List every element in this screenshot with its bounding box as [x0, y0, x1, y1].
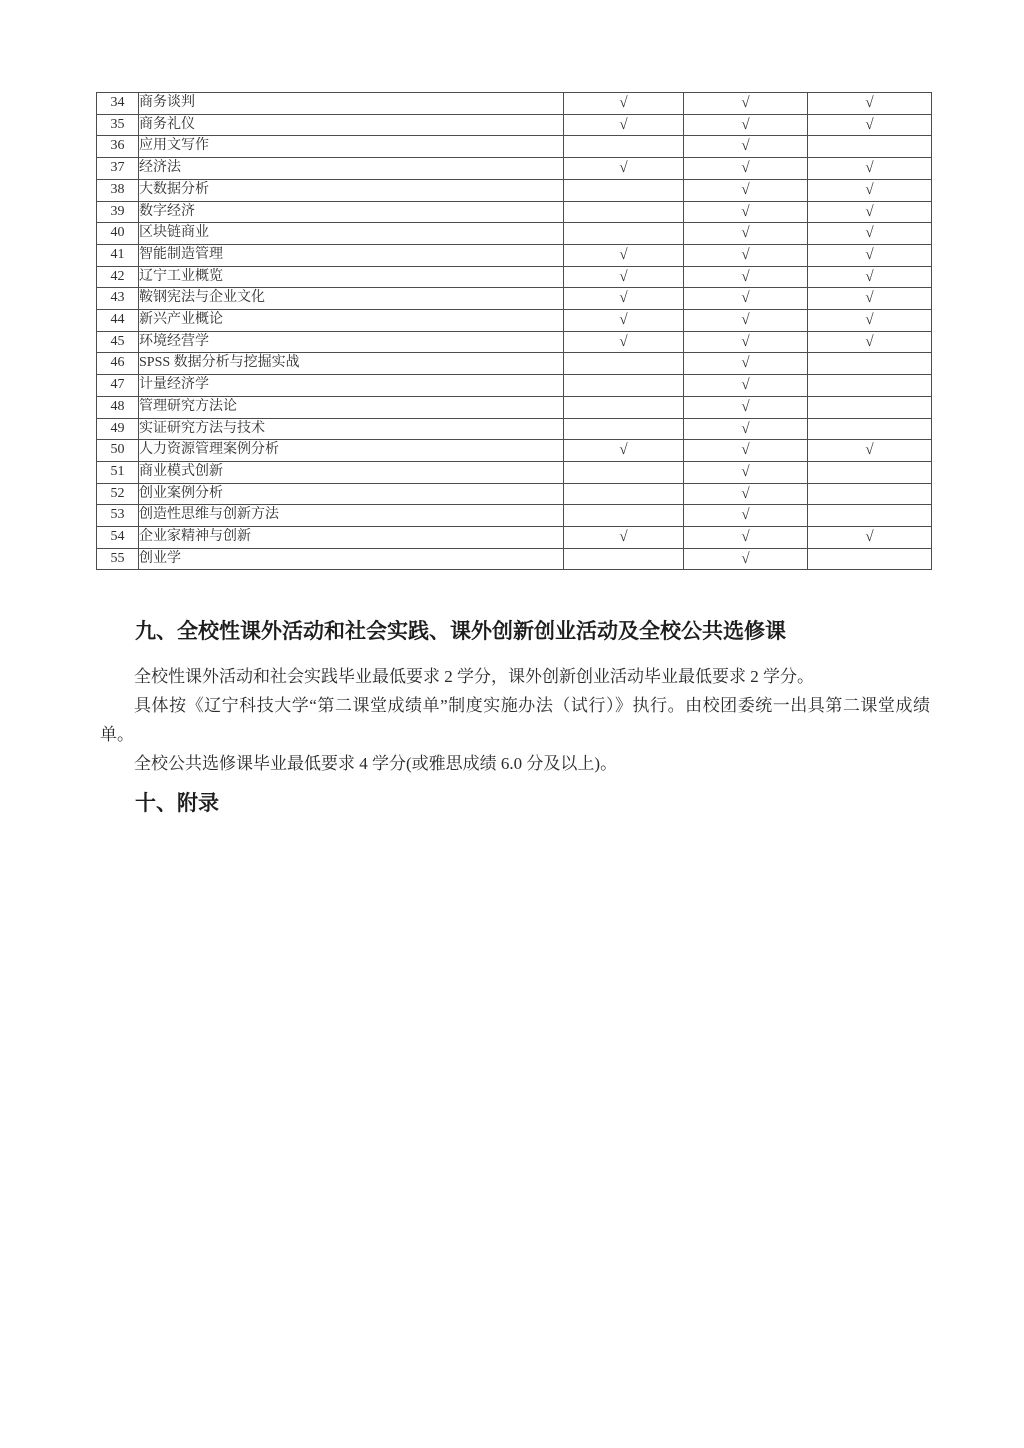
row-number-cell: 52 — [97, 483, 139, 505]
course-name-cell: 人力资源管理案例分析 — [139, 440, 564, 462]
course-name-cell: 经济法 — [139, 158, 564, 180]
table-row — [97, 505, 932, 527]
text-content — [100, 612, 930, 834]
check-mark-cell: √ — [684, 461, 808, 483]
check-mark-cell: √ — [808, 93, 932, 115]
section-nine-heading: 九、全校性课外活动和社会实践、课外创新创业活动及全校公共选修课 — [135, 620, 786, 643]
check-mark-cell: √ — [684, 201, 808, 223]
empty-check-cell — [564, 548, 684, 570]
table-row — [97, 288, 932, 310]
course-name-cell: 创业学 — [139, 548, 564, 570]
empty-check-cell — [564, 483, 684, 505]
table-row — [97, 201, 932, 223]
check-mark-cell: √ — [808, 310, 932, 332]
course-name-cell: 商业模式创新 — [139, 461, 564, 483]
row-number-cell: 48 — [97, 396, 139, 418]
course-name-cell: 商务礼仪 — [139, 114, 564, 136]
empty-check-cell — [564, 396, 684, 418]
check-mark-cell: √ — [684, 223, 808, 245]
course-name-cell: 环境经营学 — [139, 331, 564, 353]
row-number-cell: 47 — [97, 375, 139, 397]
row-number-cell: 45 — [97, 331, 139, 353]
course-name-cell: 新兴产业概论 — [139, 310, 564, 332]
row-number-cell: 34 — [97, 93, 139, 115]
table-row — [97, 483, 932, 505]
check-mark-cell: √ — [564, 331, 684, 353]
empty-check-cell — [808, 136, 932, 158]
row-number-cell: 55 — [97, 548, 139, 570]
empty-check-cell — [808, 418, 932, 440]
table-row — [97, 440, 932, 462]
empty-check-cell — [808, 396, 932, 418]
table-row — [97, 353, 932, 375]
course-table-body — [97, 93, 932, 570]
row-number-cell: 42 — [97, 266, 139, 288]
course-name-cell: 商务谈判 — [139, 93, 564, 115]
check-mark-cell: √ — [564, 244, 684, 266]
row-number-cell: 36 — [97, 136, 139, 158]
table-row — [97, 266, 932, 288]
course-name-cell: 应用文写作 — [139, 136, 564, 158]
table-row — [97, 396, 932, 418]
check-mark-cell: √ — [684, 396, 808, 418]
check-mark-cell: √ — [684, 440, 808, 462]
check-mark-cell: √ — [808, 244, 932, 266]
row-number-cell: 37 — [97, 158, 139, 180]
check-mark-cell: √ — [684, 244, 808, 266]
row-number-cell: 43 — [97, 288, 139, 310]
check-mark-cell: √ — [684, 483, 808, 505]
table-row — [97, 548, 932, 570]
empty-check-cell — [564, 353, 684, 375]
course-name-cell: 辽宁工业概览 — [139, 266, 564, 288]
empty-check-cell — [564, 505, 684, 527]
row-number-cell: 38 — [97, 179, 139, 201]
row-number-cell: 51 — [97, 461, 139, 483]
empty-check-cell — [564, 375, 684, 397]
check-mark-cell: √ — [808, 266, 932, 288]
check-mark-cell: √ — [808, 288, 932, 310]
table-row — [97, 223, 932, 245]
check-mark-cell: √ — [684, 505, 808, 527]
check-mark-cell: √ — [564, 114, 684, 136]
paragraph-activity-credits: 全校性课外活动和社会实践毕业最低要求 2 学分，课外创新创业活动毕业最低要求 2 学分。 — [134, 667, 814, 686]
check-mark-cell: √ — [684, 288, 808, 310]
empty-check-cell — [808, 505, 932, 527]
course-name-cell: 企业家精神与创新 — [139, 527, 564, 549]
course-name-cell: 创造性思维与创新方法 — [139, 505, 564, 527]
check-mark-cell: √ — [684, 375, 808, 397]
table-row — [97, 158, 932, 180]
table-row — [97, 375, 932, 397]
row-number-cell: 49 — [97, 418, 139, 440]
check-mark-cell: √ — [564, 310, 684, 332]
check-mark-cell: √ — [684, 548, 808, 570]
row-number-cell: 35 — [97, 114, 139, 136]
empty-check-cell — [808, 353, 932, 375]
table-row — [97, 310, 932, 332]
course-name-cell: 区块链商业 — [139, 223, 564, 245]
check-mark-cell: √ — [564, 158, 684, 180]
table-row — [97, 527, 932, 549]
empty-check-cell — [564, 461, 684, 483]
check-mark-cell: √ — [684, 310, 808, 332]
row-number-cell: 54 — [97, 527, 139, 549]
elective-course-table — [96, 92, 932, 570]
empty-check-cell — [808, 375, 932, 397]
check-mark-cell: √ — [808, 201, 932, 223]
table-row — [97, 418, 932, 440]
table-row — [97, 244, 932, 266]
row-number-cell: 50 — [97, 440, 139, 462]
table-row — [97, 136, 932, 158]
check-mark-cell: √ — [564, 288, 684, 310]
empty-check-cell — [808, 461, 932, 483]
course-name-cell: 智能制造管理 — [139, 244, 564, 266]
check-mark-cell: √ — [808, 440, 932, 462]
row-number-cell: 41 — [97, 244, 139, 266]
check-mark-cell: √ — [808, 158, 932, 180]
row-number-cell: 39 — [97, 201, 139, 223]
check-mark-cell: √ — [684, 266, 808, 288]
course-name-cell: 大数据分析 — [139, 179, 564, 201]
table-row — [97, 114, 932, 136]
check-mark-cell: √ — [808, 179, 932, 201]
empty-check-cell — [808, 483, 932, 505]
check-mark-cell: √ — [564, 440, 684, 462]
check-mark-cell: √ — [808, 331, 932, 353]
course-name-cell: 数字经济 — [139, 201, 564, 223]
row-number-cell: 53 — [97, 505, 139, 527]
check-mark-cell: √ — [564, 527, 684, 549]
paragraph-public-elective-credits: 全校公共选修课毕业最低要求 4 学分(或雅思成绩 6.0 分及以上)。 — [134, 754, 618, 773]
check-mark-cell: √ — [808, 527, 932, 549]
check-mark-cell: √ — [808, 114, 932, 136]
row-number-cell: 40 — [97, 223, 139, 245]
table-row — [97, 461, 932, 483]
course-name-cell: SPSS 数据分析与挖掘实战 — [139, 353, 564, 375]
table-row — [97, 331, 932, 353]
check-mark-cell: √ — [684, 331, 808, 353]
course-name-cell: 管理研究方法论 — [139, 396, 564, 418]
course-name-cell: 鞍钢宪法与企业文化 — [139, 288, 564, 310]
row-number-cell: 44 — [97, 310, 139, 332]
check-mark-cell: √ — [684, 527, 808, 549]
check-mark-cell: √ — [808, 223, 932, 245]
empty-check-cell — [808, 548, 932, 570]
section-ten-heading: 十、附录 — [135, 792, 219, 815]
check-mark-cell: √ — [684, 158, 808, 180]
row-number-cell: 46 — [97, 353, 139, 375]
check-mark-cell: √ — [564, 93, 684, 115]
check-mark-cell: √ — [684, 114, 808, 136]
table-row — [97, 179, 932, 201]
empty-check-cell — [564, 136, 684, 158]
course-name-cell: 创业案例分析 — [139, 483, 564, 505]
check-mark-cell: √ — [684, 179, 808, 201]
empty-check-cell — [564, 179, 684, 201]
check-mark-cell: √ — [684, 418, 808, 440]
empty-check-cell — [564, 201, 684, 223]
check-mark-cell: √ — [684, 93, 808, 115]
course-name-cell: 实证研究方法与技术 — [139, 418, 564, 440]
empty-check-cell — [564, 418, 684, 440]
empty-check-cell — [564, 223, 684, 245]
table-row — [97, 93, 932, 115]
course-name-cell: 计量经济学 — [139, 375, 564, 397]
check-mark-cell: √ — [564, 266, 684, 288]
check-mark-cell: √ — [684, 136, 808, 158]
check-mark-cell: √ — [684, 353, 808, 375]
paragraph-second-classroom-rule: 具体按《辽宁科技大学“第二课堂成绩单”制度实施办法（试行）》执行。由校团委统一出具第二课堂成绩单。 — [100, 696, 930, 744]
